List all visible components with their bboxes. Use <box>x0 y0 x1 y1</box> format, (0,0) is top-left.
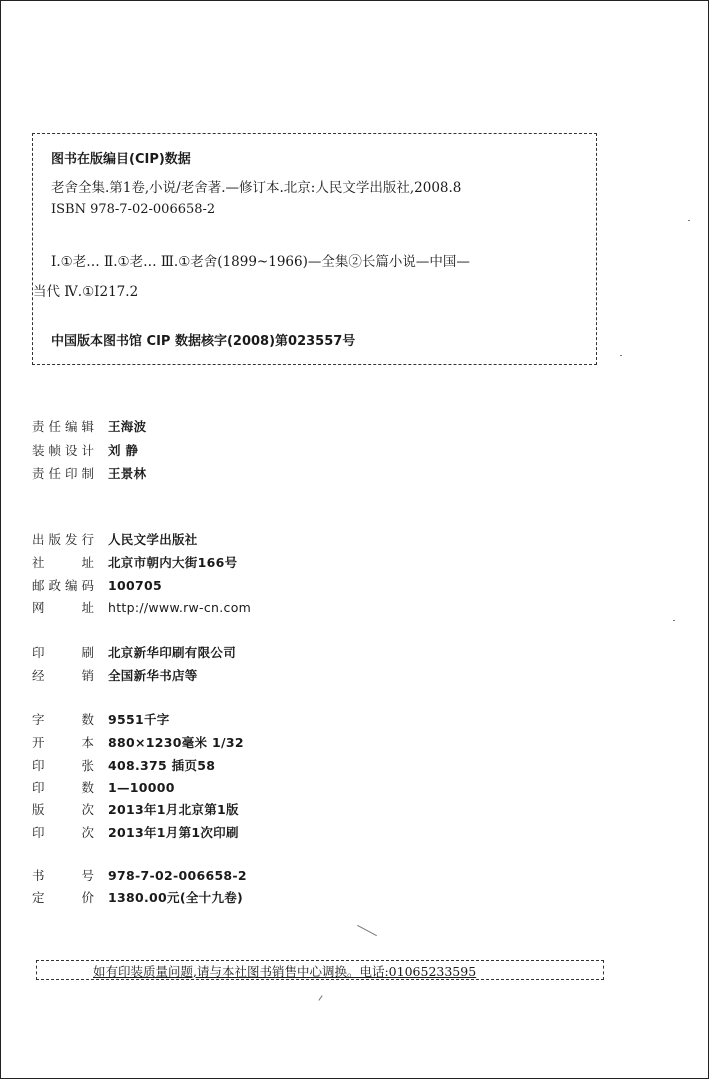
info-label: 开本 <box>32 735 94 750</box>
info-row-distributor <box>32 666 198 684</box>
info-value: 人民文学出版社 <box>108 532 198 547</box>
cip-isbn: ISBN 978-7-02-006658-2 <box>51 202 216 217</box>
info-value: 2013年1月第1次印刷 <box>108 825 239 840</box>
info-label: 网址 <box>32 600 94 615</box>
info-row-postcode <box>32 576 162 594</box>
info-label: 字数 <box>32 712 94 727</box>
info-label: 社址 <box>32 555 94 570</box>
info-value: 1380.00元(全十九卷) <box>108 890 244 905</box>
info-value: 王海波 <box>108 419 147 434</box>
info-label: 定价 <box>32 890 94 905</box>
scan-speck <box>673 620 675 621</box>
info-value: 王景林 <box>108 466 147 481</box>
info-row-editor <box>32 417 146 435</box>
info-row-price <box>32 888 243 906</box>
info-row-edition <box>32 800 239 818</box>
info-row-designer <box>32 441 138 459</box>
cip-title: 图书在版编目(CIP)数据 <box>51 152 191 167</box>
info-label: 责任印制 <box>32 466 94 481</box>
info-label: 邮政编码 <box>32 578 94 593</box>
info-row-printer <box>32 643 236 661</box>
cip-number: 中国版本图书馆 CIP 数据核字(2008)第023557号 <box>51 334 356 349</box>
info-row-print-manager <box>32 464 146 482</box>
info-value: 880×1230毫米 1/32 <box>108 735 244 750</box>
info-label: 印数 <box>32 780 94 795</box>
info-value: 978-7-02-006658-2 <box>108 868 247 883</box>
info-row-impression <box>32 823 239 841</box>
info-value: 408.375 插页58 <box>108 758 216 773</box>
info-label: 印张 <box>32 758 94 773</box>
info-label: 装帧设计 <box>32 443 94 458</box>
info-row-publisher <box>32 530 198 548</box>
info-label: 经销 <box>32 668 94 683</box>
info-row-website <box>32 598 251 616</box>
info-value: 1—10000 <box>108 780 175 795</box>
info-value: 北京新华印刷有限公司 <box>108 645 237 660</box>
info-row-format <box>32 733 244 751</box>
info-value: 9551千字 <box>108 712 170 727</box>
scan-speck <box>688 220 690 221</box>
info-value: http://www.rw-cn.com <box>108 600 252 615</box>
info-value: 全国新华书店等 <box>108 668 198 683</box>
info-value: 2013年1月北京第1版 <box>108 802 239 817</box>
info-label: 出版发行 <box>32 532 94 547</box>
cip-classification-line-2: 当代 Ⅳ.①I217.2 <box>33 284 139 300</box>
info-label: 书号 <box>32 868 94 883</box>
info-row-print-run <box>32 778 175 796</box>
info-value: 100705 <box>108 578 162 593</box>
info-label: 印刷 <box>32 645 94 660</box>
quality-notice-box <box>36 960 604 980</box>
cip-classification-line-1: Ⅰ.①老… Ⅱ.①老… Ⅲ.①老舍(1899~1966)—全集②长篇小说—中国— <box>51 254 470 270</box>
info-label: 印次 <box>32 825 94 840</box>
info-value: 北京市朝内大街166号 <box>108 555 238 570</box>
info-row-word-count <box>32 710 170 728</box>
cip-record: 老舍全集.第1卷,小说/老舍著.—修订本.北京:人民文学出版社,2008.8 <box>51 180 462 196</box>
scan-speck <box>620 355 622 356</box>
info-row-sheets <box>32 756 215 774</box>
info-value: 刘 静 <box>108 443 139 458</box>
quality-notice: 如有印装质量问题,请与本社图书销售中心调换。电话:01065233595 <box>93 964 477 979</box>
info-row-book-number <box>32 866 247 884</box>
info-label: 版次 <box>32 802 94 817</box>
cip-data-box <box>32 133 597 365</box>
info-row-address <box>32 553 237 571</box>
info-label: 责任编辑 <box>32 419 94 434</box>
